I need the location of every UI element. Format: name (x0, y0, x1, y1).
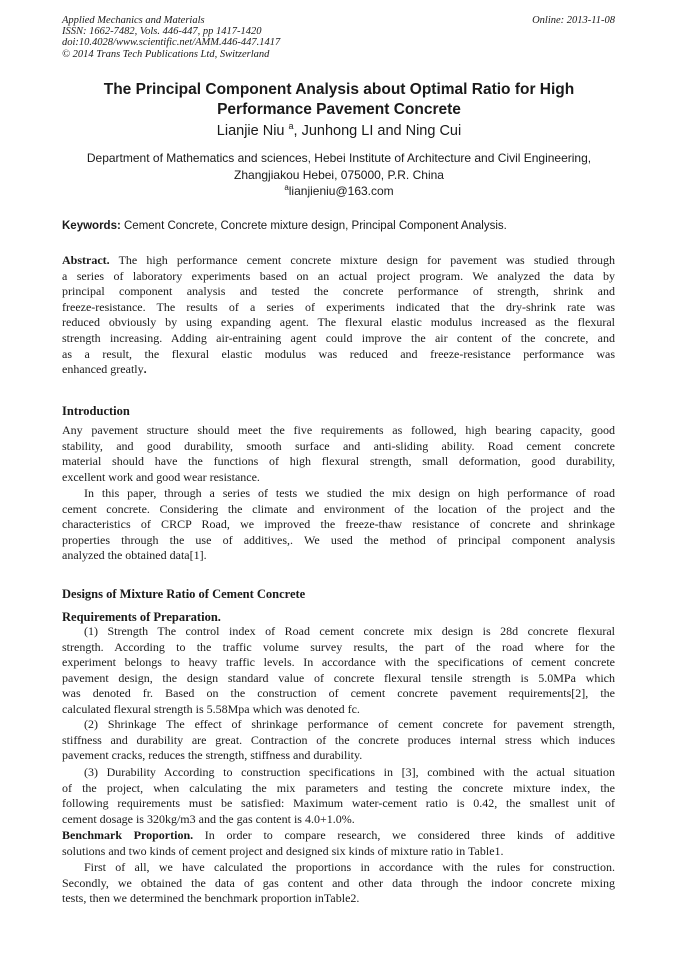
paragraph-line: calculated flexural strength is 5.58Mpa which was denoted fc. (62, 701, 360, 716)
paragraph-line: Benchmark Proportion. In order to compare research, we considered three kinds of additive (62, 828, 616, 842)
paragraph-line: solutions and two kinds of cement project and designed six kinds of mixture ratio in Table1. (62, 843, 504, 858)
requirement-durability (62, 765, 615, 827)
paragraph-line: material should have the functions of high flexural strength, small deformation, good durability, (62, 454, 615, 469)
title-line: Performance Pavement Concrete (217, 100, 461, 118)
paragraph-line: characteristics of CRCP Road, we improved the freeze-thaw resistance of concrete and shrinkage (62, 517, 615, 532)
journal-name: Applied Mechanics and Materials (62, 15, 205, 26)
paragraph-line: cement concrete. Considering the climate and environment of the location of the project and the (62, 501, 615, 516)
abstract-line: principal component analysis and tested the concrete performance of strength, shrink and (62, 284, 615, 299)
paragraph-line: (1) Strength The control index of Road cement concrete mix design is 28d concrete flexural (84, 624, 615, 638)
requirement-strength (62, 624, 615, 718)
section-heading-designs: Designs of Mixture Ratio of Cement Concrete (62, 587, 306, 601)
introduction-paragraph-1 (62, 423, 615, 485)
paragraph-line: (2) Shrinkage The effect of shrinkage performance of cement concrete for pavement strength, (84, 717, 615, 731)
keywords (62, 218, 616, 234)
paragraph-line: excellent work and good wear resistance. (62, 469, 260, 484)
abstract-line: a series of laboratory experiments based on an actual project program. We analyzed the data by (62, 268, 615, 283)
affiliation-line: Zhangjiakou Hebei, 075000, P.R. China (234, 168, 444, 182)
abstract (62, 253, 615, 378)
paragraph-line: properties through the use of additives,. We used the method of principal component analysis (62, 532, 615, 547)
abstract-line: as a result, the flexural elastic modulus was reduced and freeze-resistance performance was (62, 346, 615, 361)
keywords-label: Keywords: (62, 220, 121, 232)
author-name: Lianjie Niu (216, 123, 285, 139)
benchmark-proportion-paragraph (62, 828, 615, 859)
paragraph-line: strength. According to the traffic volume survey results, the part of the road where for the (62, 639, 615, 654)
paragraph-line: was denoted fr. Based on the construction of cement concrete pavement requirements[2], the (62, 686, 615, 701)
paragraph-line: cement dosage is 320kg/m3 and the gas content is 4.0+1.0%. (62, 811, 355, 826)
paragraph-line: stability, and good durability, smooth surface and anti-sliding ability. Road cement concrete (62, 438, 615, 453)
doi-line: doi:10.4028/www.scientific.net/AMM.446-447.1417 (62, 37, 281, 49)
benchmark-label: Benchmark Proportion. (62, 828, 194, 842)
keywords-text: Cement Concrete, Concrete mixture design, Principal Component Analysis. (120, 220, 507, 232)
author-superscript: a (288, 121, 294, 131)
abstract-line: Abstract. The high performance cement concrete mixture design for pavement was studied through (62, 253, 615, 267)
paragraph-line: experiment belongs to heavy traffic levels. In accordance with the specifications of cement concrete (62, 655, 615, 670)
paragraph-line: Secondly, we obtained the data of gas content and other data through the indoor concrete mixing (62, 875, 615, 890)
paragraph-line: stiffness and durability are great. Contraction of the concrete produces internal stress which induces (62, 732, 615, 747)
paper-title (40, 80, 638, 119)
abstract-line: reduced obviously by using expanding agent. The flexural elastic modulus increased as the flexural (62, 315, 615, 330)
introduction-paragraph-2 (62, 486, 615, 564)
paragraph-line: tests, then we determined the benchmark proportion inTable2. (62, 891, 360, 906)
author-email (40, 183, 638, 199)
journal-header (62, 15, 280, 60)
paragraph-line: of the project, when calculating the mix parameters and testing the concrete mixture index, the (62, 780, 615, 795)
email-superscript: a (284, 183, 289, 192)
author-names-rest: , Junhong LI and Ning Cui (293, 123, 462, 139)
title-line: The Principal Component Analysis about Optimal Ratio for High (103, 81, 575, 98)
paragraph-line: (3) Durability According to construction specifications in [3], combined with the actual situation (84, 765, 615, 779)
email-address: lianjieniu@163.com (288, 184, 394, 198)
online-date-text: Online: 2013-11-08 (532, 15, 615, 26)
paragraph-line: pavement design, the design standard value of concrete flexural tensile strength is 5.0MPa which (62, 670, 615, 685)
subsection-heading-requirements: Requirements of Preparation. (62, 610, 221, 624)
affiliation-line: Department of Mathematics and sciences, Hebei Institute of Architecture and Civil Engineering, (86, 151, 592, 165)
abstract-label: Abstract. (62, 253, 110, 267)
paragraph-line: Any pavement structure should meet the five requirements as followed, high bearing capacity, good (62, 423, 615, 437)
author-list (40, 121, 638, 141)
issn-line: ISSN: 1662-7482, Vols. 446-447, pp 1417-1420 (62, 26, 262, 38)
paragraph-line: pavement cracks, reduces the strength, stiffness and durability. (62, 748, 363, 763)
online-date (532, 15, 615, 26)
abstract-line: strength increasing. Adding air-entraining agent could improve the air content of the concrete, and (62, 330, 615, 345)
requirement-shrinkage (62, 717, 615, 764)
paragraph-line: analyzed the obtained data[1]. (62, 548, 207, 563)
section-heading-introduction: Introduction (62, 404, 130, 418)
paragraph-line: First of all, we have calculated the proportions in accordance with the rules for construction. (84, 860, 615, 874)
paragraph-line: In this paper, through a series of tests we studied the mix design on high performance of road (84, 486, 615, 500)
paragraph-line: following requirements must be satisfied: Maximum water-cement ratio is 0.42, the smallest unit of (62, 796, 615, 811)
copyright-line: © 2014 Trans Tech Publications Ltd, Switzerland (62, 48, 270, 60)
final-paragraph (62, 860, 615, 907)
abstract-line: enhanced greatly. (62, 362, 147, 377)
abstract-line: freeze-resistance. The results of a series of experiments indicated that the dry-shrink rate was (62, 299, 615, 314)
affiliation (40, 150, 638, 184)
